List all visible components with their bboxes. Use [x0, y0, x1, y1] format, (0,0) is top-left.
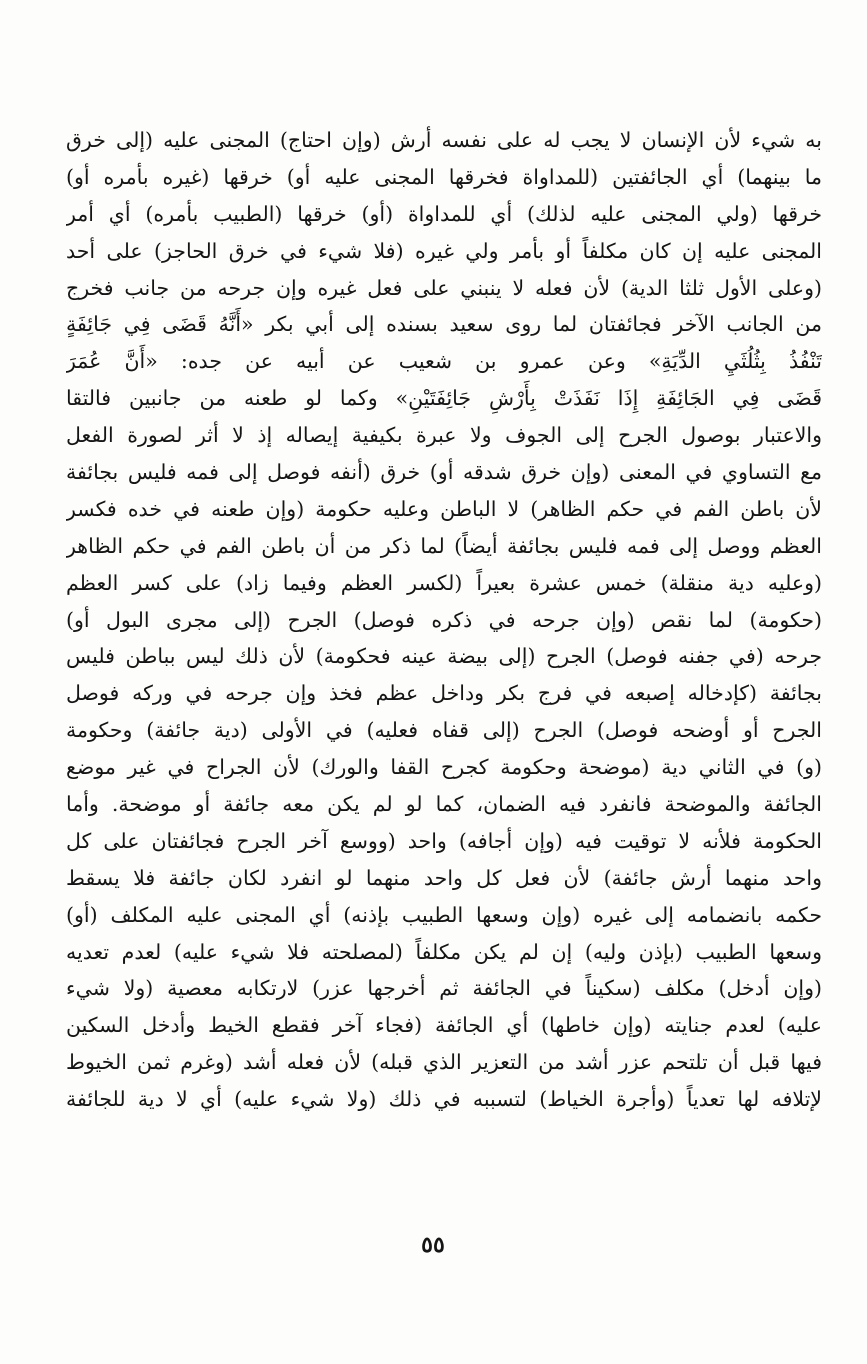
text-line: وسعها الطبيب (بإذن وليه) إن لم يكن مكلفاً (لمصلحته فلا شيء عليه) لعدم تعديه: [66, 939, 822, 964]
text-line: الحكومة فلأنه لا توقيت فيه (وإن أجافه) واحد (ووسع آخر الجرح فجائفتان على كل: [66, 828, 822, 853]
text-line: تَنْفُذُ بِثُلُثَيِ الدِّيَةِ» وعن عمرو بن شعيب عن أبيه عن جده: «أَنَّ عُمَرَ: [66, 349, 822, 374]
page-number: ٥٥: [421, 1232, 445, 1258]
text-line: به شيء لأن الإنسان لا يجب له على نفسه أرش (وإن احتاج) المجنى عليه (إلى خرق: [66, 128, 822, 152]
text-line: مع التساوي في المعنى (وإن خرق شدقه أو) خرق (أنفه فوصل إلى فمه فليس بجائفة: [66, 460, 822, 485]
text-line: واحد منهما أرش جائفة) لأن فعل كل واحد منهما لو انفرد لكان جائفة فلا يسقط: [66, 865, 822, 890]
text-line: (وعليه دية منقلة) خمس عشرة بعيراً (لكسر العظم وفيما زاد) على كسر العظم: [66, 570, 822, 595]
text-line: خرقها (ولي المجنى عليه لذلك) أي للمداواة (أو) خرقها (الطبيب بأمره) أي أمر: [66, 201, 822, 226]
text-line: العظم ووصل إلى فمه فليس بجائفة أيضاً) لما ذكر من أن باطن الفم في حكم الظاهر: [66, 533, 822, 558]
text-line: (وإن أدخل) مكلف (سكيناً في الجائفة ثم أخرجها عزر) لارتكابه معصية (ولا شيء: [66, 976, 822, 1001]
text-line: والاعتبار بوصول الجرح إلى الجوف ولا عبرة بكيفية إيصاله إذ لا أثر لصورة الفعل: [66, 423, 822, 448]
text-line: عليه) لعدم جنايته (وإن خاطها) أي الجائفة (فجاء آخر فقطع الخيط وأدخل السكين: [66, 1013, 822, 1038]
text-line: فيها قبل أن تلتحم عزر أشد من التعزير الذي قبله) لأن فعله أشد (وغرم ثمن الخيوط: [66, 1050, 822, 1075]
text-line: الجائفة والموضحة فانفرد فيه الضمان، كما لو لم يكن معه جائفة أو موضحة. وأما: [66, 792, 822, 817]
text-line: (و) في الثاني دية (موضحة وحكومة كجرح القفا والورك) لأن الجراح في غير موضع: [66, 755, 822, 780]
text-line: من الجانب الآخر فجائفتان لما روى سعيد بسنده إلى أبي بكر «أَنَّهُ قَضَى فِي جَائِفَةٍ: [66, 312, 822, 337]
text-line: جرحه (في جفنه فوصل) الجرح (إلى بيضة عينه فحكومة) لأن ذلك ليس بباطن فليس: [66, 644, 822, 669]
text-line: الجرح أو أوضحه فوصل) الجرح (إلى قفاه فعليه) في الأولى (دية جائفة) وحكومة: [66, 718, 822, 743]
text-line: (حكومة) لما نقص (وإن جرحه في ذكره فوصل) الجرح (إلى مجرى البول أو): [66, 607, 822, 632]
text-line: لأن باطن الفم في حكم الظاهر) لا الباطن وعليه حكومة (وإن طعنه في خده فكسر: [66, 496, 822, 521]
text-line: حكمه بانضمامه إلى غيره (وإن وسعها الطبيب بإذنه) أي المجنى عليه المكلف (أو): [66, 902, 822, 927]
text-line: ما بينهما) أي الجائفتين (للمداواة فخرقها المجنى عليه أو) خرقها (غيره بأمره أو): [66, 164, 822, 189]
body-text: [66, 122, 822, 1118]
text-line: لإتلافه لها تعدياً (وأجرة الخياط) لتسببه في ذلك (ولا شيء عليه) أي لا دية للجائفة: [66, 1087, 822, 1112]
text-line: المجنى عليه إن كان مكلفاً أو بأمر ولي غيره (فلا شيء في خرق الحاجز) على أحد: [66, 238, 822, 263]
text-line: بجائفة (كإدخاله إصبعه في فرج بكر وداخل عظم فخذ وإن جرحه في وركه فوصل: [66, 681, 822, 706]
text-line: قَضَى فِي الجَائِفَةِ إِذَا نَفَذَتْ بِأَرْشِ جَائِفَتَيْنِ» وكما لو طعنه من جانبين فالتقا: [66, 386, 822, 411]
text-line: (وعلى الأول ثلثا الدية) لأن فعله لا ينبني على فعل غيره وإن جرحه من جانب فخرج: [66, 275, 822, 300]
